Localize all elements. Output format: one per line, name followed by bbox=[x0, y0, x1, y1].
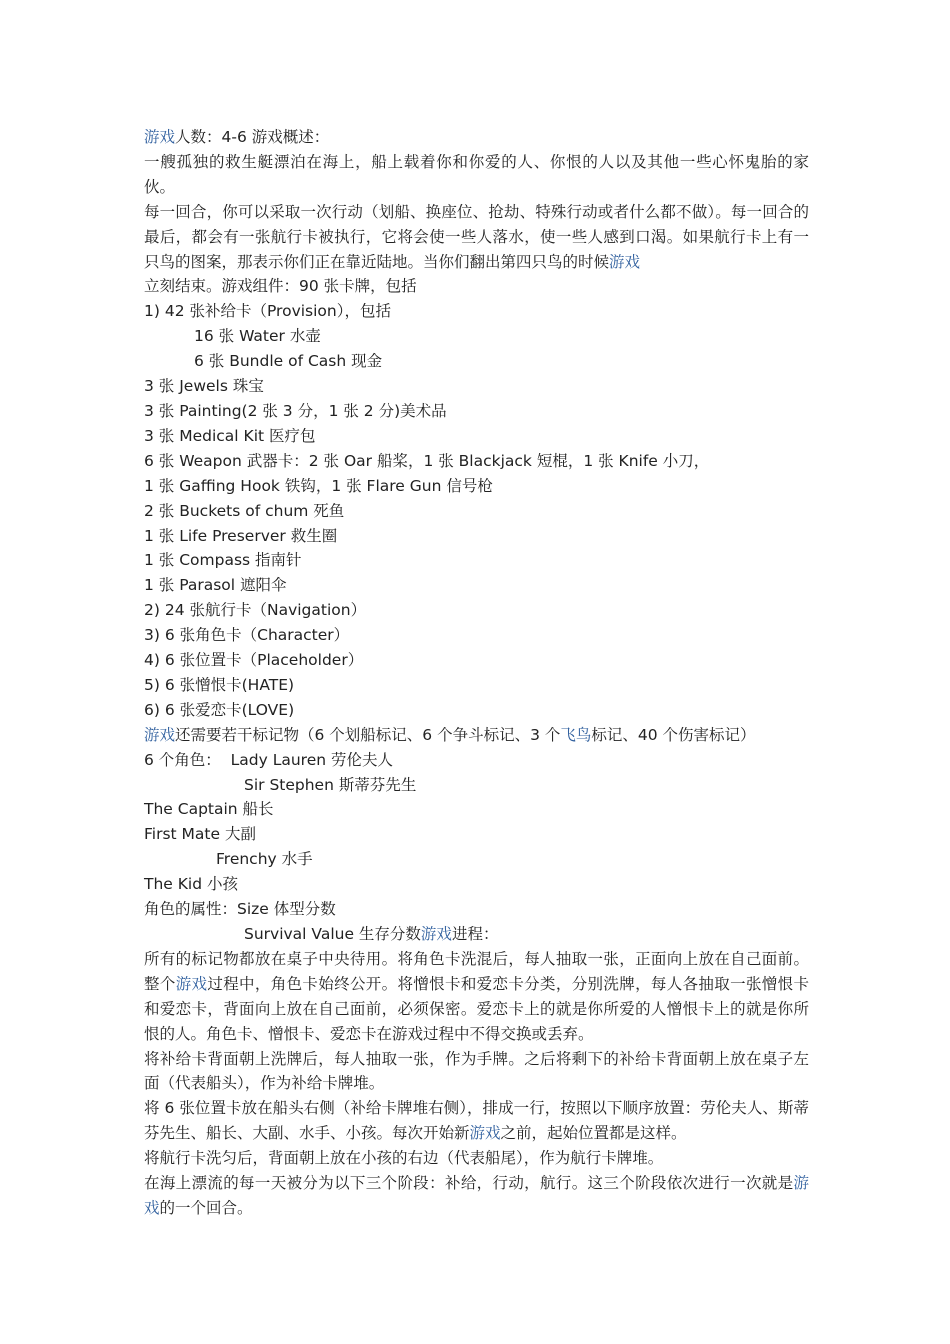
list-item: 6) 6 张爱恋卡(LOVE) bbox=[144, 700, 295, 719]
list-item: 3 张 Painting(2 张 3 分，1 张 2 分)美术品 bbox=[144, 401, 447, 420]
list-item: 3 张 Jewels 珠宝 bbox=[144, 377, 264, 396]
game-link[interactable]: 游戏 bbox=[609, 252, 641, 271]
components-intro: 立刻结束。游戏组件：90 张卡牌，包括 bbox=[144, 277, 417, 296]
role-line: Sir Stephen 斯蒂芬先生 bbox=[244, 775, 417, 794]
list-item: 4) 6 张位置卡（Placeholder） bbox=[144, 651, 364, 670]
role-line: 6 个角色： Lady Lauren 劳伦夫人 bbox=[144, 750, 393, 769]
list-item: 3 张 Medical Kit 医疗包 bbox=[144, 426, 316, 445]
list-item: 1 张 Compass 指南针 bbox=[144, 551, 302, 570]
intro-paragraph: 一艘孤独的救生艇漂泊在海上，船上载着你和你爱的人、你恨的人以及其他一些心怀鬼胎的家伙。 bbox=[144, 152, 809, 196]
role-line: Frenchy 水手 bbox=[216, 850, 313, 869]
game-link[interactable]: 游戏 bbox=[175, 974, 208, 993]
list-item: 1) 42 张补给卡（Provision），包括 bbox=[144, 302, 391, 321]
game-link[interactable]: 游戏 bbox=[144, 128, 176, 146]
navigation-paragraph: 将航行卡洗匀后，背面朝上放在小孩的右边（代表船尾），作为航行卡牌堆。 bbox=[144, 1149, 664, 1168]
placeholder-paragraph: 将 6 张位置卡放在船头右侧（补给卡牌堆右侧），排成一行，按照以下顺序放置：劳伦夫人、斯蒂芬先生、船长、大副、水手、小孩。每次开始新游戏之前，起始位置都是这样。 bbox=[144, 1099, 809, 1143]
phases-paragraph: 在海上漂流的每一天被分为以下三个阶段：补给，行动，航行。这三个阶段依次进行一次就是游戏的一个回合。 bbox=[144, 1174, 809, 1217]
survival-line: Survival Value 生存分数游戏进程： bbox=[244, 925, 499, 943]
list-item: 2 张 Buckets of chum 死鱼 bbox=[144, 501, 345, 520]
game-link[interactable]: 游戏 bbox=[144, 1174, 809, 1217]
bird-link[interactable]: 飞鸟 bbox=[560, 725, 592, 744]
list-item: 3) 6 张角色卡（Character） bbox=[144, 626, 350, 645]
list-item: 1 张 Life Preserver 救生圈 bbox=[144, 526, 338, 545]
list-item: 6 张 Bundle of Cash 现金 bbox=[194, 352, 383, 371]
list-item: 1 张 Parasol 遮阳伞 bbox=[144, 576, 287, 595]
setup-paragraph: 所有的标记物都放在桌子中央待用。将角色卡洗混后，每人抽取一张，正面向上放在自己面前。整个游戏过程中，角色卡始终公开。将憎恨卡和爱恋卡分类，分别洗牌，每人各抽取一张憎恨卡和爱恋卡，背面向上放在自己面前，必须保密。爱恋卡上的就是你所爱的人憎恨卡上的就是你所恨的人。角色卡、憎恨卡、爱恋卡在游戏过程中不得交换或丢弃。 bbox=[144, 949, 809, 1043]
player-count-line: 游戏人数：4-6 游戏概述： bbox=[144, 128, 330, 146]
attributes-line: 角色的属性：Size 体型分数 bbox=[144, 900, 336, 919]
provision-paragraph: 将补给卡背面朝上洗牌后，每人抽取一张，作为手牌。之后将剩下的补给卡背面朝上放在桌子左面（代表船头），作为补给卡牌堆。 bbox=[144, 1049, 809, 1093]
document-page bbox=[144, 125, 809, 1221]
game-link[interactable]: 游戏 bbox=[469, 1124, 501, 1143]
role-line: The Captain 船长 bbox=[144, 800, 274, 819]
list-item: 16 张 Water 水壶 bbox=[194, 327, 321, 346]
list-item: 5) 6 张憎恨卡(HATE) bbox=[144, 675, 295, 694]
markers-line: 游戏还需要若干标记物（6 个划船标记、6 个争斗标记、3 个飞鸟标记、40 个伤害标记） bbox=[144, 725, 756, 744]
game-link[interactable]: 游戏 bbox=[144, 725, 176, 744]
list-item: 6 张 Weapon 武器卡：2 张 Oar 船桨，1 张 Blackjack 短棍，1 张 Knife 小刀， bbox=[144, 451, 710, 470]
game-link[interactable]: 游戏 bbox=[420, 925, 452, 943]
list-item: 2) 24 张航行卡（Navigation） bbox=[144, 601, 367, 620]
list-item: 1 张 Gaffing Hook 铁钩，1 张 Flare Gun 信号枪 bbox=[144, 476, 493, 495]
role-line: First Mate 大副 bbox=[144, 825, 256, 844]
rules-overview-paragraph: 每一回合，你可以采取一次行动（划船、换座位、抢劫、特殊行动或者什么都不做）。每一回合的最后，都会有一张航行卡被执行，它将会使一些人落水，使一些人感到口渴。如果航行卡上有一只鸟的图案，那表示你们正在靠近陆地。当你们翻出第四只鸟的时候游戏 bbox=[144, 202, 809, 271]
role-line: The Kid 小孩 bbox=[144, 875, 238, 894]
